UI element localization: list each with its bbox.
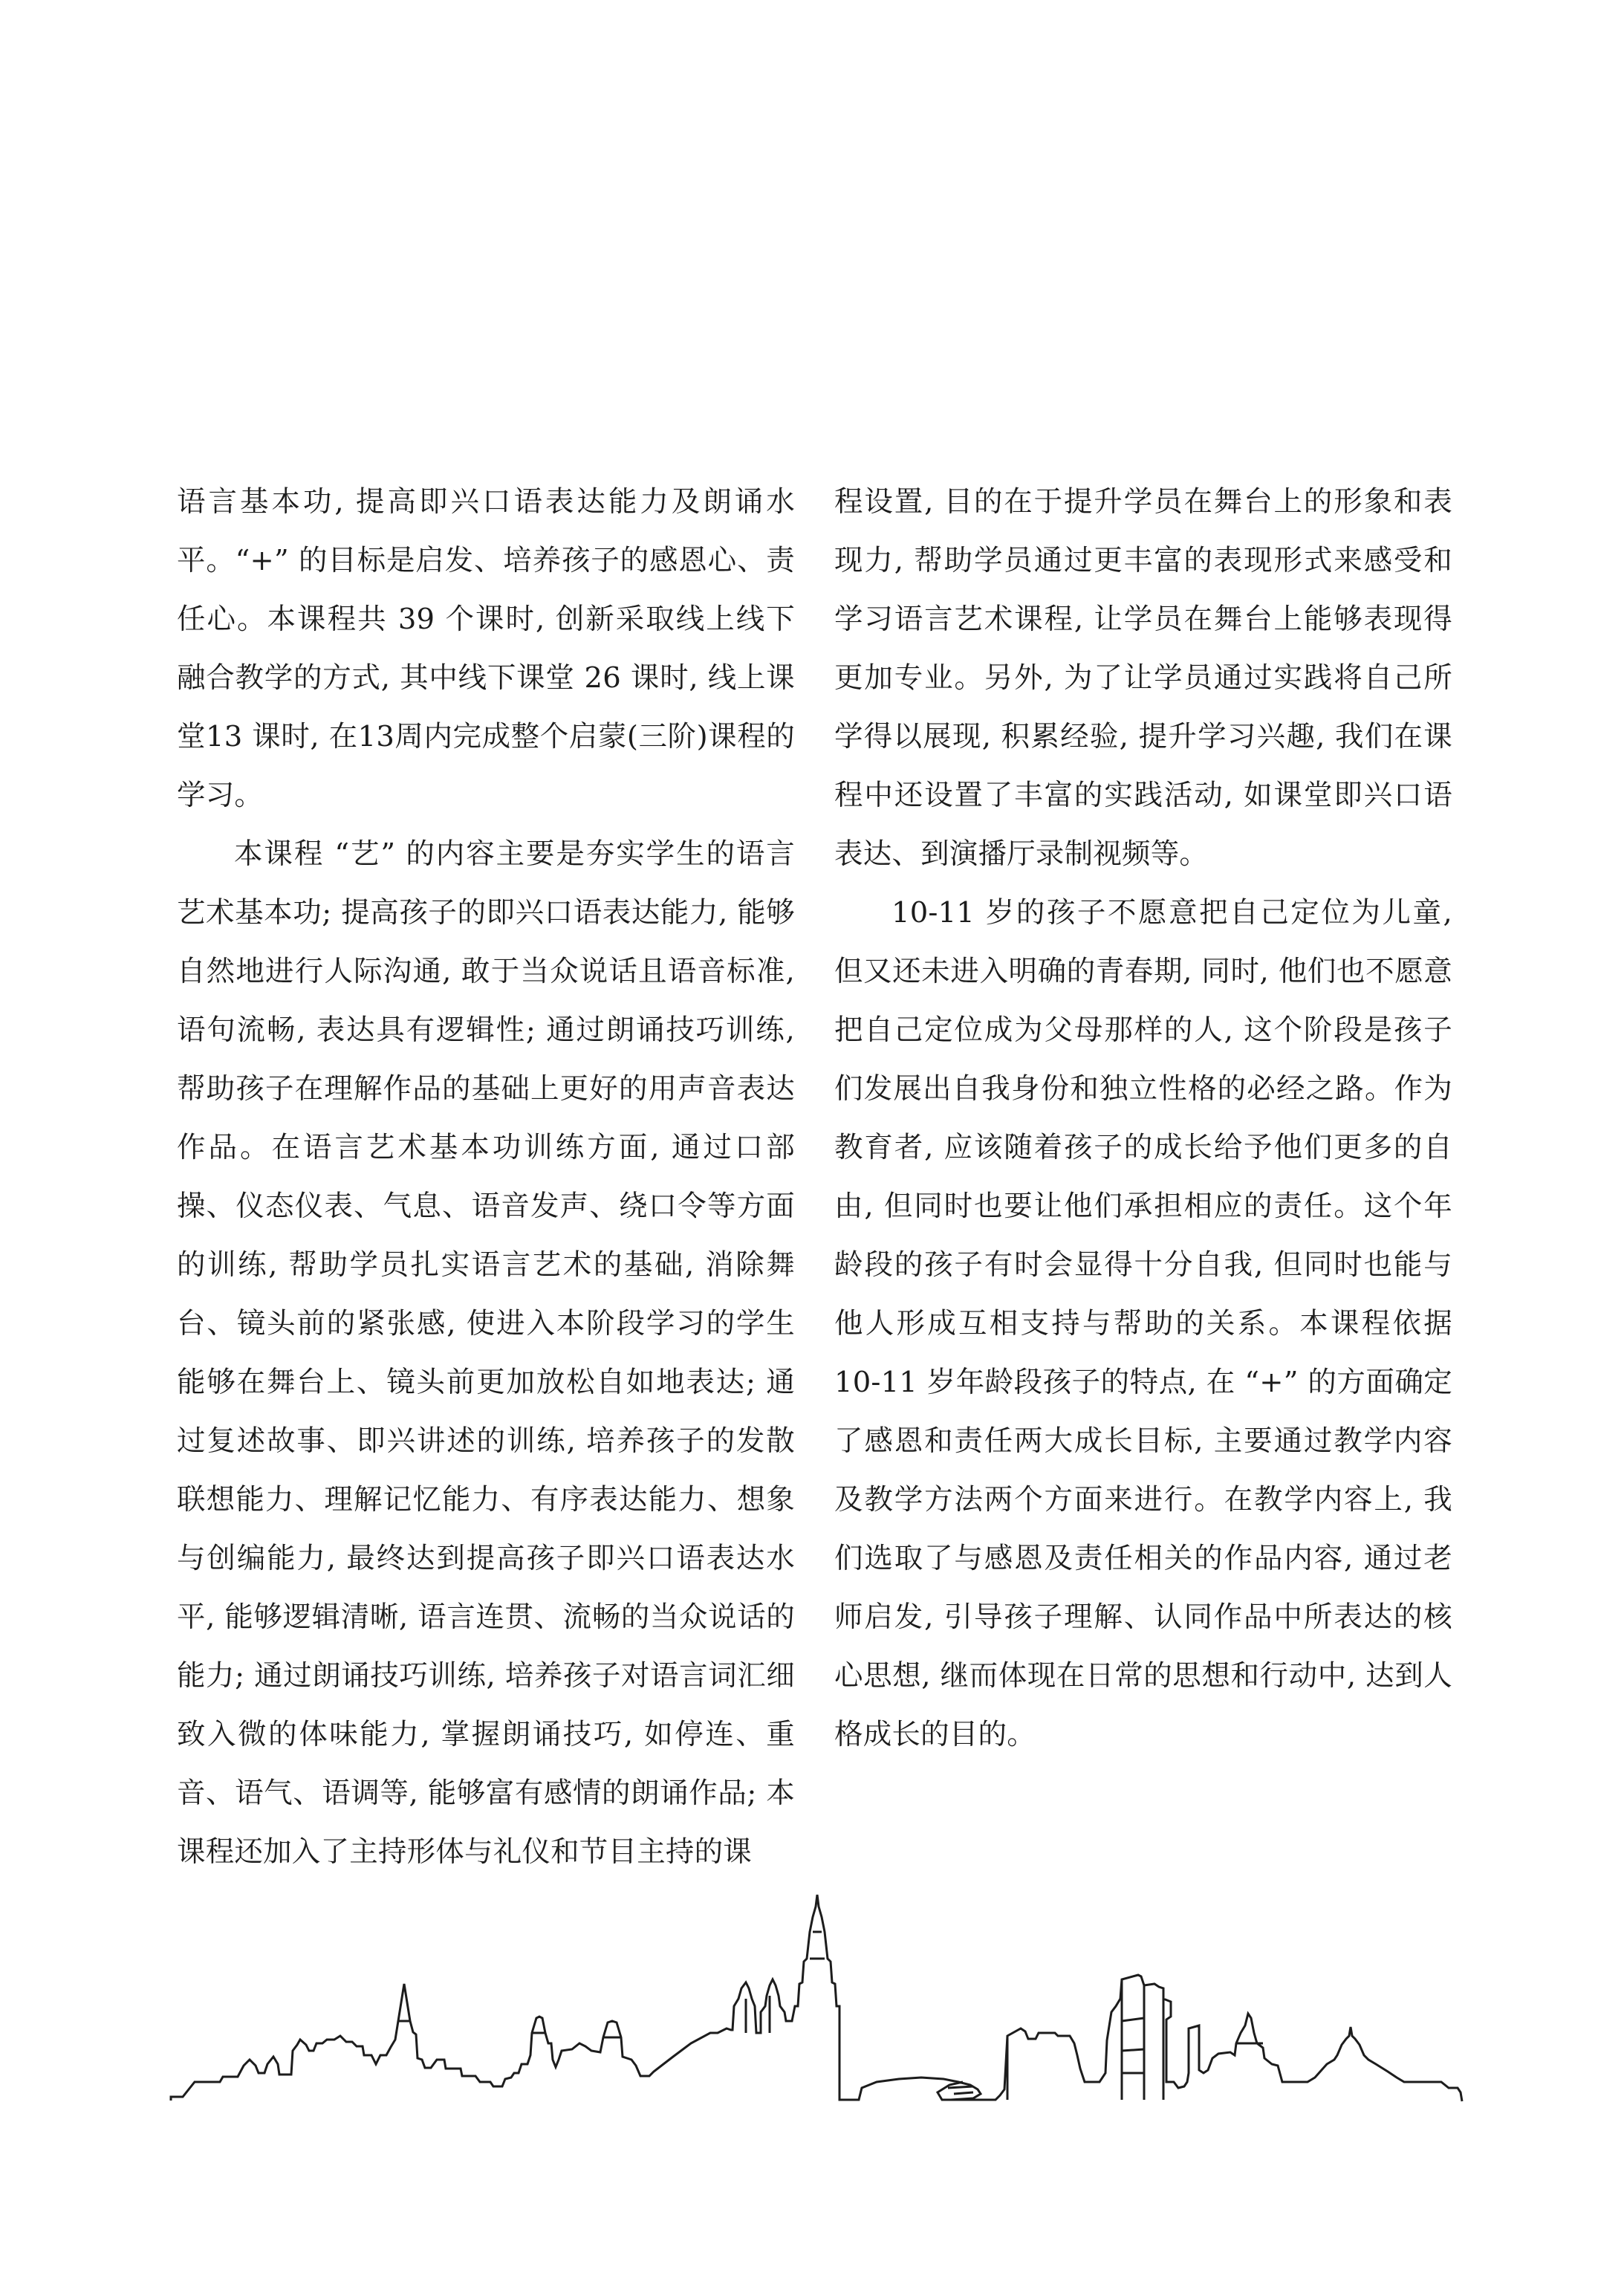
- city-skyline-icon: [0, 1887, 1624, 2110]
- left-text-column: [177, 473, 795, 1881]
- right-paragraph-1: 程设置, 目的在于提升学员在舞台上的形象和表现力, 帮助学员通过更丰富的表现形式来感受和学习语言艺术课程, 让学员在舞台上能够表现得更加专业。另外, 为了让学员通过实践将自己所学得以展现, 积累经验, 提升学习兴趣, 我们在课程中还设置了丰富的实践活动, 如课堂即兴口语表达、到演播厅录制视频等。: [834, 485, 1452, 871]
- right-text-column: [834, 473, 1452, 1764]
- right-paragraph-2: 10-11 岁的孩子不愿意把自己定位为儿童, 但又还未进入明确的青春期, 同时, 他们也不愿意把自己定位成为父母那样的人, 这个阶段是孩子们发展出自我身份和独立性格的必经之路。作为教育者, 应该随着孩子的成长给予他们更多的自由, 但同时也要让他们承担相应的责任。这个年龄段的孩子有时会显得十分自我, 但同时也能与他人形成互相支持与帮助的关系。本课程依据 10-11 岁年龄段孩子的特点, 在 “+” 的方面确定了感恩和责任两大成长目标, 主要通过教学内容及教学方法两个方面来进行。在教学内容上, 我们选取了与感恩及责任相关的作品内容, 通过老师启发, 引导孩子理解、认同作品中所表达的核心思想, 继而体现在日常的思想和行动中, 达到人格成长的目的。: [834, 896, 1452, 1751]
- left-paragraph-2: 本课程 “艺” 的内容主要是夯实学生的语言艺术基本功; 提高孩子的即兴口语表达能力, 能够自然地进行人际沟通, 敢于当众说话且语音标准, 语句流畅, 表达具有逻辑性; 通过朗诵技巧训练, 帮助孩子在理解作品的基础上更好的用声音表达作品。在语言艺术基本功训练方面, 通过口部操、仪态仪表、气息、语音发声、绕口令等方面的训练, 帮助学员扎实语言艺术的基础, 消除舞台、镜头前的紧张感, 使进入本阶段学习的学生能够在舞台上、镜头前更加放松自如地表达; 通过复述故事、即兴讲述的训练, 培养孩子的发散联想能力、理解记忆能力、有序表达能力、想象与创编能力, 最终达到提高孩子即兴口语表达水平, 能够逻辑清晰, 语言连贯、流畅的当众说话的能力; 通过朗诵技巧训练, 培养孩子对语言词汇细致入微的体味能力, 掌握朗诵技巧, 如停连、重音、语气、语调等, 能够富有感情的朗诵作品; 本课程还加入了主持形体与礼仪和节目主持的课: [177, 837, 795, 1869]
- left-paragraph-1: 语言基本功, 提高即兴口语表达能力及朗诵水平。“+” 的目标是启发、培养孩子的感恩心、责任心。本课程共 39 个课时, 创新采取线上线下融合教学的方式, 其中线下课堂 26 课时, 线上课堂13 课时, 在13周内完成整个启蒙(三阶)课程的学习。: [177, 485, 795, 812]
